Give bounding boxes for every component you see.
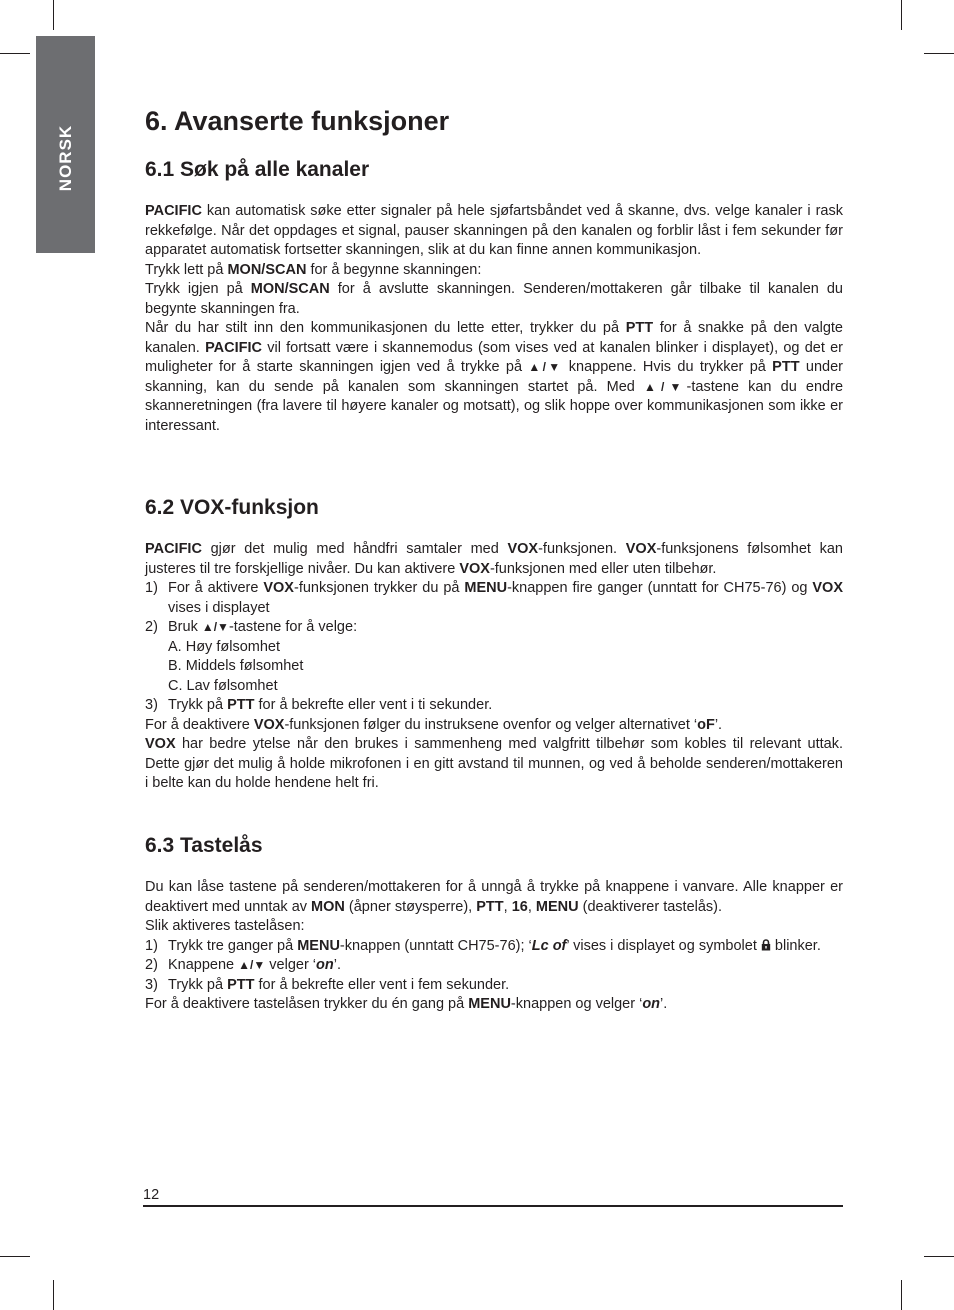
section-6-3	[145, 878, 843, 1015]
up-down-arrows-icon: ▲/▼	[644, 379, 687, 394]
list-item: 2) Knappene ▲/▼ velger ‘on’.	[145, 957, 341, 973]
option-item: B. Middels følsomhet	[168, 658, 304, 674]
footer-rule	[143, 1205, 843, 1207]
language-tab	[36, 36, 95, 253]
list-item: 1) For å aktivere VOX-funksjonen trykker du på MENU-knappen fire ganger (unntatt for CH75-76) og VOX vises i displayet	[145, 580, 843, 616]
paragraph: Når du har stilt inn den kommunikasjonen du lette etter, trykker du på PTT for å snakke på den valgte kanalen. PACIFIC vil fortsatt være i skannemodus (som vises ved at kanalen blinker i displayet), og det er muligheter for å starte skanningen igjen ved å trykke på ▲/▼ knappene. Hvis du trykker på PTT under skanning, kan du sende på kanalen som skanningen startet på. Med ▲/▼-tastene kan du endre skanneretningen (fra lavere til høyere kanaler og motsatt), og slik hoppe over kommunikasjonen som ikke er interessant.	[145, 320, 844, 434]
section-heading-6-1: 6.1 Søk på alle kanaler	[145, 158, 370, 181]
paragraph: For å deaktivere tastelåsen trykker du én gang på MENU-knappen og velger ‘on’.	[145, 996, 668, 1012]
language-label: NORSK	[55, 124, 75, 192]
paragraph: Trykk lett på MON/SCAN for å begynne skanningen:	[145, 261, 482, 278]
paragraph: PACIFIC gjør det mulig med håndfri samtaler med VOX-funksjonen. VOX-funksjonens følsomhet kan justeres til tre forskjellige nivåer. Du kan aktivere VOX-funksjonen med eller uten tilbehør.	[145, 541, 843, 577]
list-item: 3) Trykk på PTT for å bekrefte eller vent i ti sekunder.	[145, 697, 493, 713]
up-down-arrows-icon: ▲/▼	[238, 958, 266, 972]
section-6-1	[145, 202, 843, 436]
paragraph: VOX har bedre ytelse når den brukes i sammenheng med valgfritt tilbehør som kobles til relevant uttak. Dette gjør det mulig å holde mikrofonen i en gitt avstand til munnen, og ved å beholde senderen/mottakeren i belte kan du holde hendene helt fri.	[145, 736, 843, 791]
section-6-2	[145, 540, 843, 794]
section-heading-6-3: 6.3 Tastelås	[145, 834, 263, 857]
option-item: C. Lav følsomhet	[168, 677, 278, 694]
page-number: 12	[143, 1187, 160, 1203]
lock-icon	[761, 939, 771, 951]
option-item: A. Høy følsomhet	[168, 638, 280, 655]
up-down-arrows-icon: ▲/▼	[201, 620, 229, 634]
up-down-arrows-icon: ▲/▼	[528, 360, 563, 374]
paragraph: For å deaktivere VOX-funksjonen følger du instruksene ovenfor og velger alternativet ‘oF’.	[145, 716, 723, 733]
section-heading-6-2: 6.2 VOX-funksjon	[145, 496, 319, 519]
list-item: 2) Bruk ▲/▼-tastene for å velge:	[145, 619, 358, 635]
paragraph: Du kan låse tastene på senderen/mottakeren for å unngå å trykke på knappene i vanvare. Alle knapper er deaktivert med unntak av MON (åpner støysperre), PTT, 16, MENU (deaktiverer tastelås).	[145, 879, 843, 915]
list-item: 1) Trykk tre ganger på MENU-knappen (unntatt CH75-76); ‘Lc of’ vises i displayet og symbolet blinker.	[145, 937, 821, 954]
list-item: 3) Trykk på PTT for å bekrefte eller vent i fem sekunder.	[145, 976, 510, 993]
paragraph: Slik aktiveres tastelåsen:	[145, 918, 305, 934]
paragraph: Trykk igjen på MON/SCAN for å avslutte skanningen. Senderen/mottakeren går tilbake til kanalen du begynte skanningen fra.	[145, 281, 843, 317]
page-title: 6. Avanserte funksjoner	[145, 106, 450, 136]
paragraph: PACIFIC kan automatisk søke etter signaler på hele sjøfartsbåndet ved å skanne, dvs. velge kanaler i rask rekkefølge. Når det oppdages et signal, pauser skanningen på den kanalen og forblir låst i fem sekunder før apparatet automatisk fortsetter skanningen, slik at du kan finne annen kommunikasjon.	[145, 203, 843, 258]
